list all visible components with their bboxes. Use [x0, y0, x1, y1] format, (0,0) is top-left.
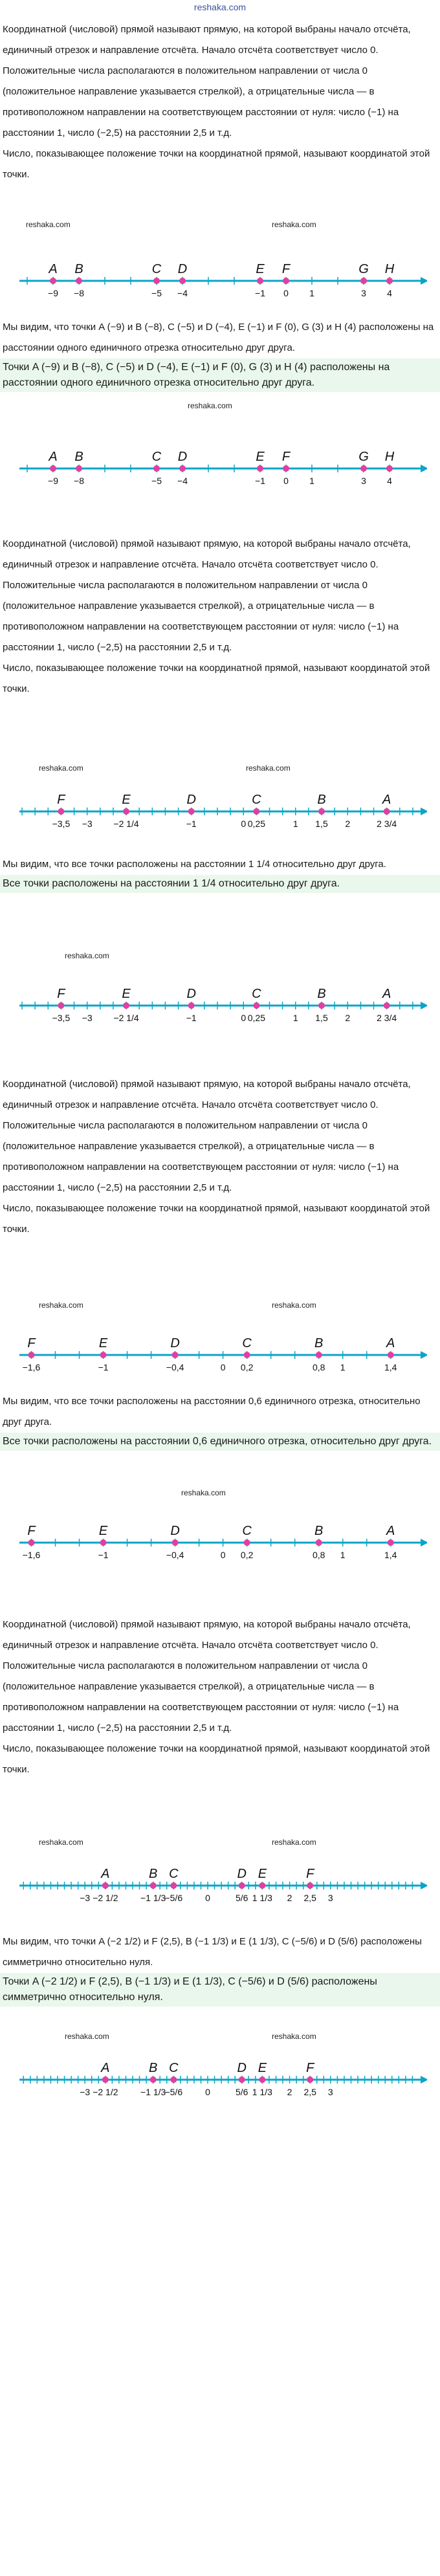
task3-point-label: C — [242, 1524, 252, 1538]
task3-point — [388, 1352, 394, 1358]
task2-tick-label: 1 — [292, 819, 298, 829]
task1-point-coord: 0 — [283, 288, 289, 298]
task1-answer: Точки A (−9) и B (−8), C (−5) и D (−4), E (−1) и F (0), G (3) и H (4) расположены на расстоянии одного единичного отрезка относительно друг друга. — [0, 358, 440, 392]
task2-point-coord: 1,5 — [315, 819, 328, 829]
task3-number-line-svg — [13, 1333, 427, 1378]
task1-point-coord: 3 — [361, 476, 366, 486]
task4-point-label: F — [306, 1867, 314, 1881]
task3-point — [100, 1539, 107, 1546]
task4-point-coord: 5/6 — [236, 2087, 248, 2097]
task2-point-label: A — [382, 987, 391, 1001]
task1-point-label: F — [281, 262, 291, 276]
task2-point-label: D — [186, 793, 196, 807]
task4-point — [239, 2076, 245, 2083]
task1-intro2: Число, показывающее положение точки на координатной прямой, называют координатой этой точки. — [3, 148, 430, 180]
task3-point-label: B — [314, 1336, 324, 1350]
task3-point — [244, 1352, 250, 1358]
task4-intro: Координатной (числовой) прямой называют прямую, на которой выбраны начало отсчёта, единичный отрезок и направление отсчёта. Начало отсчёта соответствует число 0. Положительные числа располагаются в положительном направлении от числа 0 (положительное направление указывается стрелкой), а отрицательные числа — в противоположном направлении на соответствующем расстоянии от нуля: число (−1) на расстоянии 1, число (−2,5) на расстоянии 2,5 и т.д. — [3, 1619, 411, 1734]
task2-point-coord: −2 1/4 — [113, 1013, 139, 1023]
task2-point — [384, 1002, 390, 1009]
task4-point-coord: −1 1/3 — [140, 1893, 166, 1903]
watermark: reshaka.com — [272, 1838, 316, 1847]
task1-point — [360, 278, 367, 284]
task1-point-label: E — [256, 450, 265, 464]
task3-point-coord: −1,6 — [22, 1362, 41, 1372]
task1-point-coord: −9 — [48, 288, 58, 298]
task2-tick-label: 0 — [241, 1013, 247, 1023]
watermark: reshaka.com — [39, 1301, 83, 1310]
task4-tick-label: 3 — [327, 2087, 333, 2097]
task1-point-coord: 3 — [361, 288, 366, 298]
task1-point-coord: −1 — [255, 476, 265, 486]
task2-point-label: B — [317, 987, 326, 1001]
task2-point — [253, 808, 259, 815]
task3-tick-label: 0 — [220, 1550, 226, 1560]
task4-point-coord: −2 1/2 — [93, 1893, 118, 1903]
task2-point-coord: −3,5 — [52, 1013, 71, 1023]
site-header-link[interactable]: reshaka.com — [193, 2, 247, 12]
task2-theory — [0, 534, 440, 699]
task4-tick-label: −3 — [80, 1893, 91, 1903]
task2-intro: Координатной (числовой) прямой называют прямую, на которой выбраны начало отсчёта, единичный отрезок и направление отсчёта. Начало отсчёта соответствует число 0. Положительные числа располагаются в положительном направлении от числа 0 (положительное направление указывается стрелкой), а отрицательные числа — в противоположном направлении на соответствующем расстоянии от нуля: число (−1) на расстоянии 1, число (−2,5) на расстоянии 2,5 и т.д. — [3, 538, 411, 653]
task3-point — [100, 1352, 107, 1358]
task4-tick-label: 0 — [205, 2087, 210, 2097]
task2-point-label: C — [252, 793, 261, 807]
task4-point-label: D — [237, 2061, 247, 2075]
watermark: reshaka.com — [272, 2032, 316, 2041]
task3-answer-line — [13, 1521, 427, 1569]
task3-tick-label: 1 — [340, 1550, 346, 1560]
task3-point-coord: −0,4 — [166, 1550, 184, 1560]
task2-point-coord: −2 1/4 — [113, 819, 139, 829]
task4-point-coord: −1 1/3 — [140, 2087, 166, 2097]
task4-point — [259, 2076, 265, 2083]
task4-point-coord: −5/6 — [164, 2087, 183, 2097]
task4-point-coord: 1 1/3 — [252, 1893, 272, 1903]
task1-point-label: E — [256, 262, 265, 276]
watermark: reshaka.com — [65, 951, 109, 960]
task1-explanation: Мы видим, что точки A (−9) и B (−8), C (−5) и D (−4), E (−1) и F (0), G (3) и H (4) расположены на расстоянии одного единичного отрезка относительно друг друга. — [3, 322, 434, 353]
task3-point-label: D — [170, 1336, 180, 1350]
task4-tick-label: 0 — [205, 1893, 210, 1903]
task3-point — [244, 1539, 250, 1546]
task1-point — [257, 278, 263, 284]
task2-tick-label: 2 — [345, 1013, 351, 1023]
task1-point-coord: −1 — [255, 288, 265, 298]
task1-point-label: H — [384, 450, 395, 464]
task1-point-coord: 4 — [387, 476, 392, 486]
task1-point-label: G — [358, 450, 369, 464]
task1-point — [50, 278, 56, 284]
task1-point-coord: −4 — [177, 288, 188, 298]
task1-point-coord: −8 — [74, 288, 84, 298]
task1-point-label: D — [177, 450, 188, 464]
task3-point-coord: 1,4 — [384, 1362, 397, 1372]
task4-point — [150, 2076, 157, 2083]
task1-point-label: C — [151, 450, 162, 464]
task1-number-line-svg — [13, 259, 427, 304]
task4-point — [239, 1882, 245, 1889]
task4-point-label: A — [101, 2061, 110, 2075]
task3-axis-arrow — [421, 1351, 427, 1359]
task4-answer: Точки A (−2 1/2) и F (2,5), B (−1 1/3) и E (1 1/3), C (−5/6) и D (5/6) расположены симметрично относительно нуля. — [0, 1973, 440, 2007]
task2-number-line-svg — [13, 789, 427, 841]
task4-tick-label: 2 — [287, 2087, 292, 2097]
watermark: reshaka.com — [246, 764, 291, 773]
task2-answer: Все точки расположены на расстоянии 1 1/4 относительно друг друга. — [0, 875, 440, 893]
task4-point-label: F — [306, 2061, 314, 2075]
task3-point-coord: 1,4 — [384, 1550, 397, 1560]
task1-point — [76, 465, 82, 472]
task4-theory — [0, 1614, 440, 1780]
task2-intro2: Число, показывающее положение точки на координатной прямой, называют координатой этой точки. — [3, 663, 430, 694]
task1-point-label: H — [384, 262, 395, 276]
task3-point — [388, 1539, 394, 1546]
task4-answer-line — [13, 2058, 427, 2112]
task4-point — [170, 1882, 177, 1889]
task1-tick-label: 1 — [309, 288, 314, 298]
task2-point — [123, 1002, 129, 1009]
task2-point — [318, 808, 325, 815]
task1-point — [257, 465, 263, 472]
task3-point-label: B — [314, 1524, 324, 1538]
task1-point — [153, 278, 160, 284]
task4-point-label: B — [148, 2061, 158, 2075]
task1-answer-line-svg — [13, 446, 427, 492]
task4-point-label: C — [169, 2061, 179, 2075]
task2-point — [58, 1002, 64, 1009]
task3-point-label: A — [386, 1336, 395, 1350]
task3-point-label: F — [27, 1524, 36, 1538]
task3-point — [172, 1352, 179, 1358]
task4-intro2: Число, показывающее положение точки на координатной прямой, называют координатой этой точки. — [3, 1743, 430, 1775]
task4-point — [150, 1882, 157, 1889]
task3-intro2: Число, показывающее положение точки на координатной прямой, называют координатой этой точки. — [3, 1203, 430, 1235]
task1-point-coord: −8 — [74, 476, 84, 486]
task3-point-coord: −0,4 — [166, 1362, 184, 1372]
task3-point-label: F — [27, 1336, 36, 1350]
task2-point-coord: −1 — [186, 1013, 197, 1023]
task1-point-label: A — [49, 262, 58, 276]
task4-point-coord: 1 1/3 — [252, 2087, 272, 2097]
task4-number-line — [13, 1864, 427, 1918]
task3-point-label: E — [98, 1524, 108, 1538]
task2-point — [58, 808, 64, 815]
task2-point-label: C — [252, 987, 261, 1001]
task1-point — [50, 465, 56, 472]
task1-axis-arrow — [421, 277, 427, 285]
task1-answer-line — [13, 446, 427, 494]
task1-point — [283, 465, 289, 472]
task4-tick-label: −3 — [80, 2087, 91, 2097]
task1-point — [153, 465, 160, 472]
task4-point-coord: 5/6 — [236, 1893, 248, 1903]
task2-point-label: D — [186, 987, 196, 1001]
task3-explanation: Мы видим, что все точки расположены на расстоянии 0,6 единичного отрезка, относительно друг друга. — [3, 1396, 421, 1427]
task1-axis-arrow — [421, 465, 427, 472]
task2-result — [0, 854, 440, 893]
task1-point — [76, 278, 82, 284]
task1-point — [386, 465, 393, 472]
task4-point-label: D — [237, 1867, 247, 1881]
task4-point — [259, 1882, 265, 1889]
task3-axis-arrow — [421, 1539, 427, 1547]
task1-point-coord: −9 — [48, 476, 58, 486]
task2-tick-label: 0 — [241, 819, 247, 829]
task4-point — [102, 2076, 109, 2083]
task4-tick-label: 3 — [327, 1893, 333, 1903]
task2-answer-line-svg — [13, 984, 427, 1035]
task3-point-coord: −1 — [98, 1550, 109, 1560]
task2-point-label: F — [57, 793, 65, 807]
task1-point-label: B — [74, 262, 83, 276]
task2-point — [188, 1002, 195, 1009]
task3-point — [316, 1352, 322, 1358]
task3-point — [28, 1352, 35, 1358]
task3-point-label: A — [386, 1524, 395, 1538]
task4-point-label: B — [148, 1867, 158, 1881]
task4-point-label: C — [169, 1867, 179, 1881]
task4-point — [307, 2076, 313, 2083]
task4-point — [307, 1882, 313, 1889]
task1-intro: Координатной (числовой) прямой называют прямую, на которой выбраны начало отсчёта, единичный отрезок и направление отсчёта. Начало отсчёта соответствует число 0. Положительные числа располагаются в положительном направлении от числа 0 (положительное направление указывается стрелкой), а отрицательные числа — в противоположном направлении на соответствующем расстоянии от нуля: число (−1) на расстоянии 1, число (−2,5) на расстоянии 2,5 и т.д. — [3, 24, 411, 138]
task2-point — [188, 808, 195, 815]
task4-point-label: E — [258, 2061, 267, 2075]
task4-axis-arrow — [421, 1882, 427, 1889]
task3-intro: Координатной (числовой) прямой называют прямую, на которой выбраны начало отсчёта, единичный отрезок и направление отсчёта. Начало отсчёта соответствует число 0. Положительные числа располагаются в положительном направлении от числа 0 (положительное направление указывается стрелкой), а отрицательные числа — в противоположном направлении на соответствующем расстоянии от нуля: число (−1) на расстоянии 1, число (−2,5) на расстоянии 2,5 и т.д. — [3, 1079, 411, 1193]
task3-number-line — [13, 1333, 427, 1381]
task2-point-coord: −1 — [186, 819, 197, 829]
task3-point-label: C — [242, 1336, 252, 1350]
task3-point — [316, 1539, 322, 1546]
task2-point — [384, 808, 390, 815]
task1-point-coord: 0 — [283, 476, 289, 486]
task3-answer: Все точки расположены на расстоянии 0,6 единичного отрезка, относительно друг друга. — [0, 1433, 440, 1451]
task4-tick-label: 2 — [287, 1893, 292, 1903]
task1-point — [386, 278, 393, 284]
task3-theory — [0, 1074, 440, 1240]
task4-result — [0, 1932, 440, 2007]
task1-point-label: C — [151, 262, 162, 276]
task1-point-label: G — [358, 262, 369, 276]
task3-point-coord: 0,8 — [312, 1362, 325, 1372]
task2-point-coord: 0,25 — [247, 1013, 265, 1023]
task1-point-coord: −4 — [177, 476, 188, 486]
watermark: reshaka.com — [188, 401, 232, 410]
task1-point-label: F — [281, 450, 291, 464]
watermark: reshaka.com — [39, 1838, 83, 1847]
task3-answer-line-svg — [13, 1521, 427, 1566]
task1-point-coord: −5 — [151, 288, 162, 298]
watermark: reshaka.com — [65, 2032, 109, 2041]
task2-point-coord: −3,5 — [52, 819, 71, 829]
task4-point-coord: 2,5 — [303, 1893, 316, 1903]
watermark: reshaka.com — [272, 220, 316, 229]
task2-tick-label: −3 — [82, 1013, 93, 1023]
task2-number-line — [13, 789, 427, 844]
task4-point-coord: 2,5 — [303, 2087, 316, 2097]
task4-point-coord: −5/6 — [164, 1893, 183, 1903]
task2-point — [318, 1002, 325, 1009]
task2-point-label: F — [57, 987, 65, 1001]
task1-point-coord: −5 — [151, 476, 162, 486]
task3-point-label: D — [170, 1524, 180, 1538]
task3-point — [28, 1539, 35, 1546]
task4-point — [102, 1882, 109, 1889]
task2-point-label: A — [382, 793, 391, 807]
task4-point-coord: −2 1/2 — [93, 2087, 118, 2097]
watermark: reshaka.com — [39, 764, 83, 773]
task2-tick-label: 2 — [345, 819, 351, 829]
task1-point-coord: 4 — [387, 288, 392, 298]
task1-point — [179, 465, 186, 472]
task3-tick-label: 1 — [340, 1362, 346, 1372]
task2-point — [253, 1002, 259, 1009]
task3-point-coord: 0,2 — [240, 1550, 254, 1560]
task2-axis-arrow — [421, 808, 427, 815]
task3-point — [172, 1539, 179, 1546]
task4-answer-line-svg — [13, 2058, 427, 2109]
watermark: reshaka.com — [26, 220, 71, 229]
task3-point-coord: 0,2 — [240, 1362, 254, 1372]
task2-point-coord: 1,5 — [315, 1013, 328, 1023]
task2-point-label: B — [317, 793, 326, 807]
task2-point — [123, 808, 129, 815]
task2-explanation: Мы видим, что все точки расположены на расстоянии 1 1/4 относительно друг друга. — [3, 859, 386, 870]
task2-point-label: E — [122, 987, 131, 1001]
task2-axis-arrow — [421, 1002, 427, 1009]
task4-axis-arrow — [421, 2076, 427, 2084]
task3-point-label: E — [98, 1336, 108, 1350]
task4-point-label: E — [258, 1867, 267, 1881]
task3-result — [0, 1391, 440, 1451]
task2-point-coord: 2 3/4 — [377, 1013, 397, 1023]
task2-tick-label: −3 — [82, 819, 93, 829]
task1-tick-label: 1 — [309, 476, 314, 486]
task4-point — [170, 2076, 177, 2083]
task3-tick-label: 0 — [220, 1362, 226, 1372]
task4-number-line-svg — [13, 1864, 427, 1915]
task4-point-label: A — [101, 1867, 110, 1881]
task3-point-coord: −1,6 — [22, 1550, 41, 1560]
watermark: reshaka.com — [181, 1488, 226, 1497]
task2-answer-line — [13, 984, 427, 1038]
task1-number-line — [13, 259, 427, 307]
task1-result — [0, 317, 440, 392]
task4-explanation: Мы видим, что точки A (−2 1/2) и F (2,5), B (−1 1/3) и E (1 1/3), C (−5/6) и D (5/6) расположены симметрично относительно нуля. — [3, 1936, 422, 1968]
task1-theory — [0, 19, 440, 185]
task1-point-label: D — [177, 262, 188, 276]
task1-point — [360, 465, 367, 472]
task1-point-label: B — [74, 450, 83, 464]
task1-point — [179, 278, 186, 284]
task3-point-coord: −1 — [98, 1362, 109, 1372]
task2-point-coord: 2 3/4 — [377, 819, 397, 829]
task2-point-coord: 0,25 — [247, 819, 265, 829]
task3-point-coord: 0,8 — [312, 1550, 325, 1560]
task2-point-label: E — [122, 793, 131, 807]
task1-point-label: A — [49, 450, 58, 464]
task1-point — [283, 278, 289, 284]
task2-tick-label: 1 — [292, 1013, 298, 1023]
watermark: reshaka.com — [272, 1301, 316, 1310]
